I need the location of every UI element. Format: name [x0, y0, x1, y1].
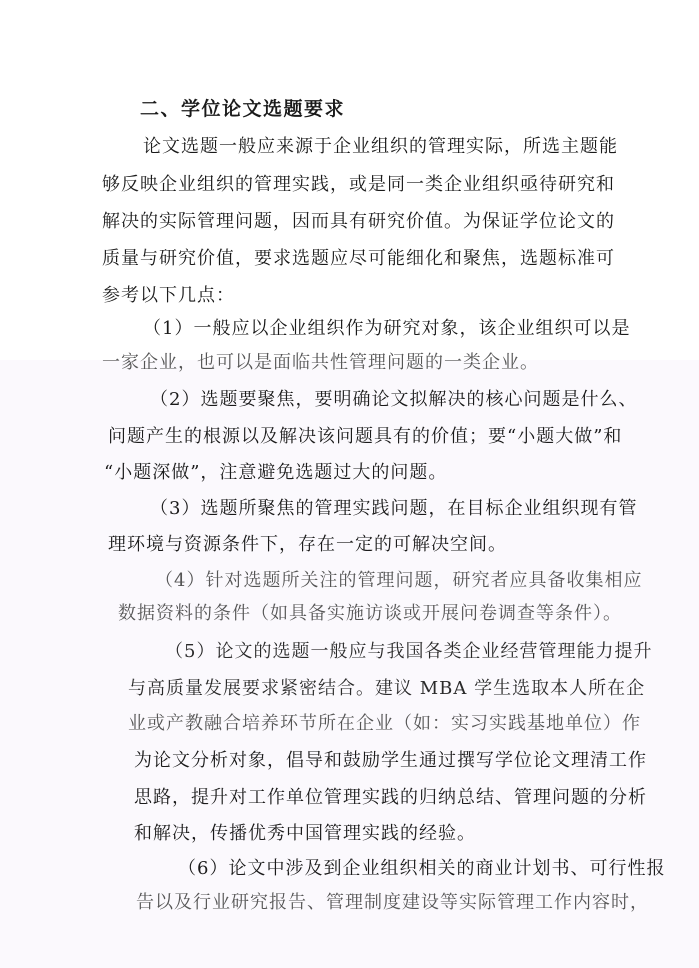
paragraph-line: 质量与研究价值，要求选题应尽可能细化和聚焦，选题标准可 — [102, 248, 615, 269]
list-item-line: （1）一般应以企业组织作为研究对象，该企业组织可以是 — [143, 318, 631, 339]
list-item-line: 一家企业，也可以是面临共性管理问题的一类企业。 — [102, 352, 539, 373]
paragraph-line: 够反映企业组织的管理实践，或是同一类企业组织亟待研究和 — [102, 174, 615, 195]
list-item-line: （6）论文中涉及到企业组织相关的商业计划书、可行性报 — [178, 858, 666, 879]
list-item-line: （5）论文的选题一般应与我国各类企业经营管理能力提升 — [165, 641, 653, 662]
list-item-line: 告以及行业研究报告、管理制度建设等实际管理工作内容时， — [136, 892, 649, 913]
paragraph-line: 解决的实际管理问题，因而具有研究价值。为保证学位论文的 — [102, 211, 615, 232]
paragraph-line: 论文选题一般应来源于企业组织的管理实际，所选主题能 — [143, 136, 618, 157]
list-item-line: 数据资料的条件（如具备实施访谈或开展问卷调查等条件）。 — [118, 603, 622, 624]
list-item-line: 为论文分析对象，倡导和鼓励学生通过撰写学位论文理清工作 — [134, 750, 647, 771]
paragraph-line: 参考以下几点： — [102, 285, 235, 306]
section-heading: 二、学位论文选题要求 — [140, 98, 346, 120]
list-item-line: 问题产生的根源以及解决该问题具有的价值；要“小题大做”和 — [108, 426, 623, 447]
list-item-line: 和解决，传播优秀中国管理实践的经验。 — [134, 823, 476, 844]
list-item-line: 业或产教融合培养环节所在企业（如：实习实践基地单位）作 — [128, 713, 641, 734]
list-item-line: 与高质量发展要求紧密结合。建议 MBA 学生选取本人所在企 — [128, 678, 646, 699]
list-item-line: （2）选题要聚焦，要明确论文拟解决的核心问题是什么、 — [150, 389, 638, 410]
list-item-line: （3）选题所聚焦的管理实践问题，在目标企业组织现有管 — [150, 498, 638, 519]
list-item-line: 思路，提升对工作单位管理实践的归纳总结、管理问题的分析 — [134, 787, 647, 808]
list-item-line: “小题深做”，注意避免选题过大的问题。 — [104, 462, 448, 483]
list-item-line: （4）针对选题所关注的管理问题，研究者应具备收集相应 — [155, 570, 643, 591]
list-item-line: 理环境与资源条件下，存在一定的可解决空间。 — [108, 534, 507, 555]
